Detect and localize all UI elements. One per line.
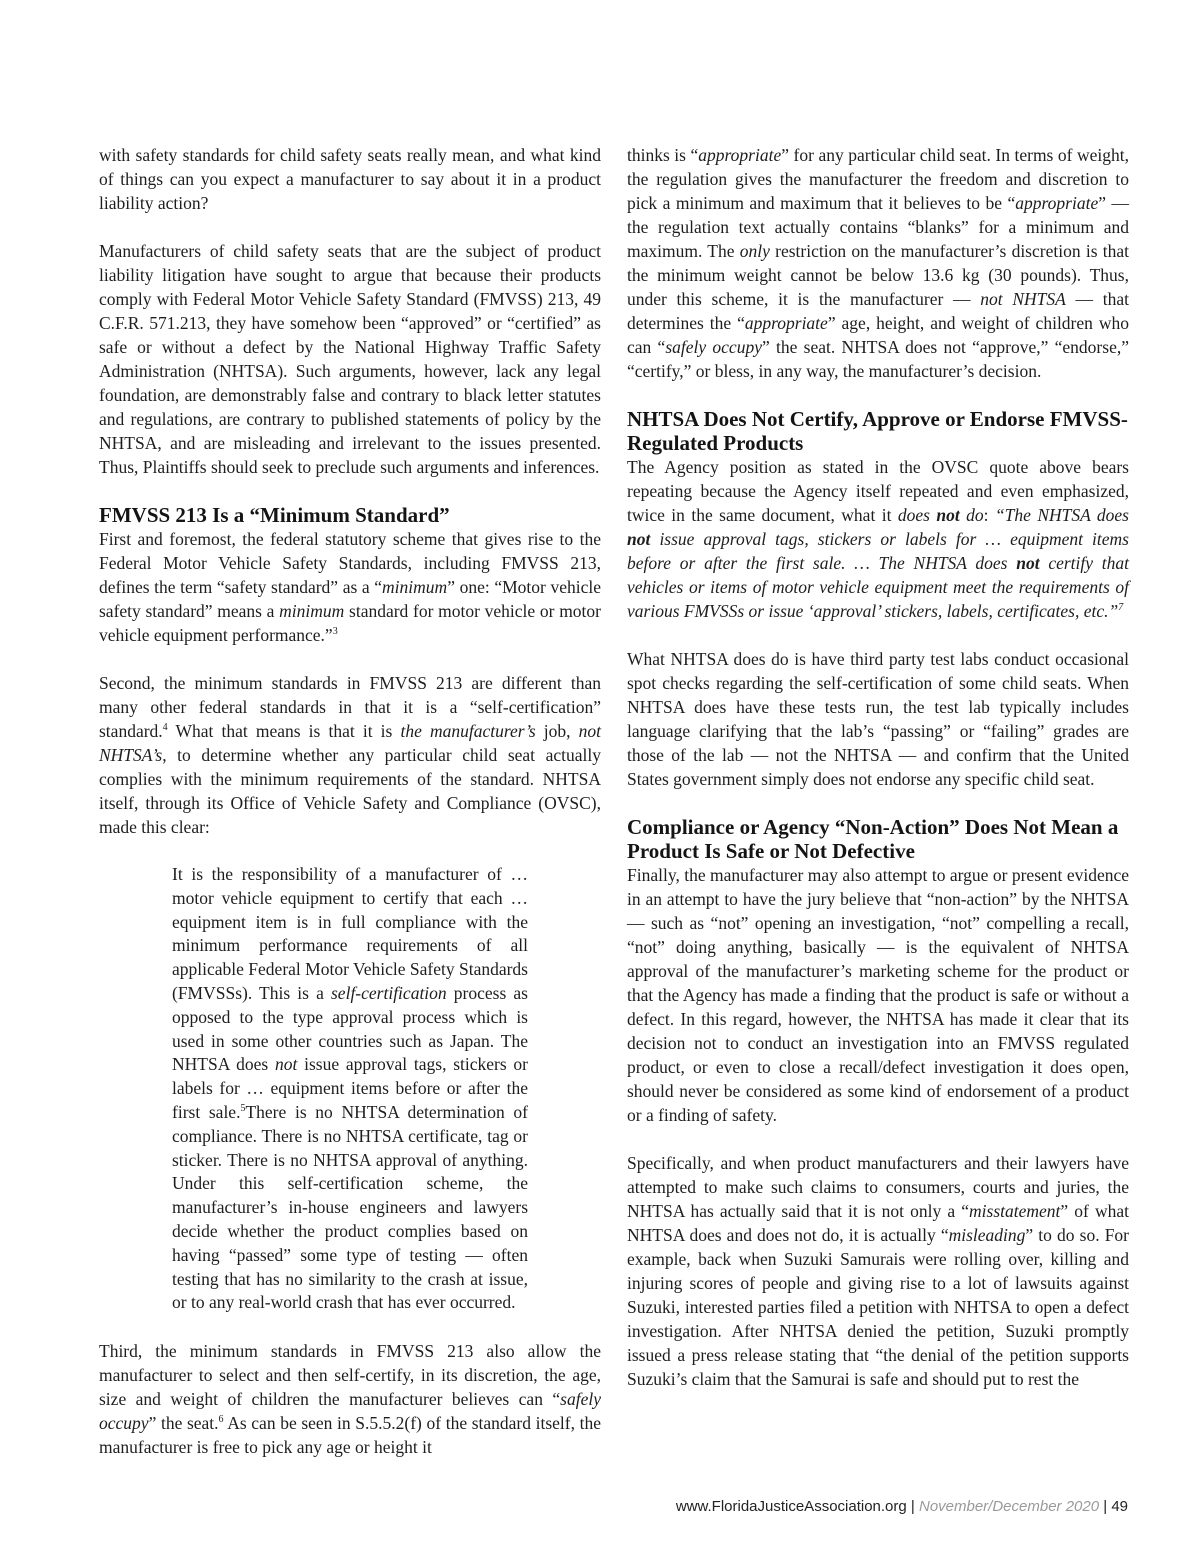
paragraph: What NHTSA does do is have third party test labs conduct occasional spot checks regarding the self-certification of some child seats. When NHTSA does have these tests run, the test lab typically includes language clarifying that the lab’s “passing” or “failing” grades are those of the lab — not the NHTSA — and confirm that the United States government simply does not endorse any specific child seat. xyxy=(627,649,1129,789)
paragraph: Second, the minimum standards in FMVSS 213 are different than many other federal standards in that it is a “self-certification” standard.$^4$ What that means is that it is the manufacturer’s job, not NHTSA’s, to determine whether any particular child seat actually complies with the minimum requirements of the standard. NHTSA itself, through its Office of Vehicle Safety and Compliance (OVSC), made this clear: xyxy=(99,673,601,837)
footnote-ref: 3 xyxy=(332,626,338,638)
footnote-ref: 6 xyxy=(218,1414,224,1426)
footnote-ref: 7 xyxy=(1118,602,1124,614)
paragraph: Third, the minimum standards in FMVSS 213 also allow the manufacturer to select and then self-certify, in its discretion, the age, size and weight of children the manufacturer believes can “safely occupy” the seat.$^6$ As can be seen in S.5.5.2(f) of the standard itself, the manufacturer is free to pick any age or height it xyxy=(99,1341,601,1458)
paragraph: with safety standards for child safety seats really mean, and what kind of things can you expect a manufacturer to say about it in a product liability action? xyxy=(99,145,601,213)
page-footer: www.FloridaJusticeAssociation.org | November/December 2020 | 49 xyxy=(675,1498,1128,1515)
footer-url[interactable]: www.FloridaJusticeAssociation.org xyxy=(675,1498,907,1515)
paragraph: Finally, the manufacturer may also attempt to argue or present evidence in an attempt to have the jury believe that “non-action” by the NHTSA — such as “not” opening an investigation, “not” compelling a recall, “not” doing anything, basically — is the equivalent of NHTSA approval of the manufacturer’s marketing scheme for the product or that the Agency has made a finding that the product is safe or without a defect. In this regard, however, the NHTSA has made it clear that its decision not to conduct an investigation into an FMVSS regulated product, or even to close a recall/defect investigation it does open, should never be considered as some kind of endorsement of a product or a finding of safety. xyxy=(627,865,1129,1125)
left-column xyxy=(99,143,601,1459)
quote-text: It is the responsibility of a manufacturer of … motor vehicle equipment to certify that each … equipment item is in full compliance with the minimum performance requirements of all applicable Federal Motor Vehicle Safety Standards (FMVSSs). This is a self-certification process as opposed to the type approval process which is used in some other countries such as Japan. The NHTSA does not issue approval tags, stickers or labels for … equipment items before or after the first sale.$^5$There is no NHTSA determination of compliance. There is no NHTSA certificate, tag or sticker. There is no NHTSA approval of anything. Under this self-certification scheme, the manufacturer’s in-house engineers and lawyers decide whether the product complies based on having “passed” some type of testing — often testing that has no similarity to the crash at issue, or to any real-world crash that has ever occurred. xyxy=(172,864,529,1313)
paragraph: thinks is “appropriate” for any particular child seat. In terms of weight, the regulation gives the manufacturer the freedom and discretion to pick a minimum and maximum that it believes to be “appropriate” — the regulation text actually contains “blanks” for a minimum and maximum. The only restriction on the manufacturer’s discretion is that the minimum weight cannot be below 13.6 kg (30 pounds). Thus, under this scheme, it is the manufacturer — not NHTSA — that determines the “appropriate” age, height, and weight of children who can “safely occupy” the seat. NHTSA does not “approve,” “endorse,” “certify,” or bless, in any way, the manufacturer’s decision. xyxy=(627,145,1130,381)
page-number: 49 xyxy=(1111,1498,1128,1515)
section-heading-minimum-standard: FMVSS 213 Is a “Minimum Standard” xyxy=(99,503,450,527)
paragraph: First and foremost, the federal statutory scheme that gives rise to the Federal Motor Vehicle Safety Standards, including FMVSS 213, defines the term “safety standard” as a “minimum” one: “Motor vehicle safety standard” means a minimum standard for motor vehicle or motor vehicle equipment performance.”$^3$ xyxy=(99,529,601,645)
paragraph: Specifically, and when product manufacturers and their lawyers have attempted to make such claims to consumers, courts and juries, the NHTSA has actually said that it is not only a “misstatement” of what NHTSA does and does not do, it is actually “misleading” to do so. For example, back when Suzuki Samurais were rolling over, killing and injuring scores of people and giving rise to a lot of lawsuits against Suzuki, interested parties filed a petition with NHTSA to open a defect investigation. After NHTSA denied the petition, Suzuki promptly issued a press release stating that “the denial of the petition supports Suzuki’s claim that the Samurai is safe and should put to rest the xyxy=(627,1153,1129,1389)
section-heading-non-action: Compliance or Agency “Non-Action” Does Not Mean a Product Is Safe or Not Defective xyxy=(627,815,1119,863)
section-heading-not-certify: NHTSA Does Not Certify, Approve or Endorse FMVSS-Regulated Products xyxy=(627,407,1128,455)
footnote-ref: 5 xyxy=(240,1103,246,1115)
paragraph: The Agency position as stated in the OVSC quote above bears repeating because the Agency itself repeated and even emphasized, twice in the same document, what it does not do: “The NHTSA does not issue approval tags, stickers or labels for … equipment items before or after the first sale. … The NHTSA does not certify that vehicles or items of motor vehicle equipment meet the requirements of various FMVSSs or issue ‘approval’ stickers, labels, certificates, etc.”$^7$ xyxy=(627,457,1129,621)
paragraph: Manufacturers of child safety seats that are the subject of product liability litigation have sought to argue that because their products comply with Federal Motor Vehicle Safety Standard (FMVSS) 213, 49 C.F.R. 571.213, they have somehow been “approved” or “certified” as safe or without a defect by the National Highway Traffic Safety Administration (NHTSA). Such arguments, however, lack any legal foundation, are demonstrably false and contrary to black letter statutes and regulations, are contrary to published statements of policy by the NHTSA, and are misleading and irrelevant to the issues presented. Thus, Plaintiffs should seek to preclude such arguments and inferences. xyxy=(99,241,601,477)
issue-date: November/December 2020 xyxy=(918,1498,1100,1515)
block-quote xyxy=(172,863,528,1315)
footnote-ref: 4 xyxy=(162,722,168,734)
right-column xyxy=(627,143,1129,1391)
